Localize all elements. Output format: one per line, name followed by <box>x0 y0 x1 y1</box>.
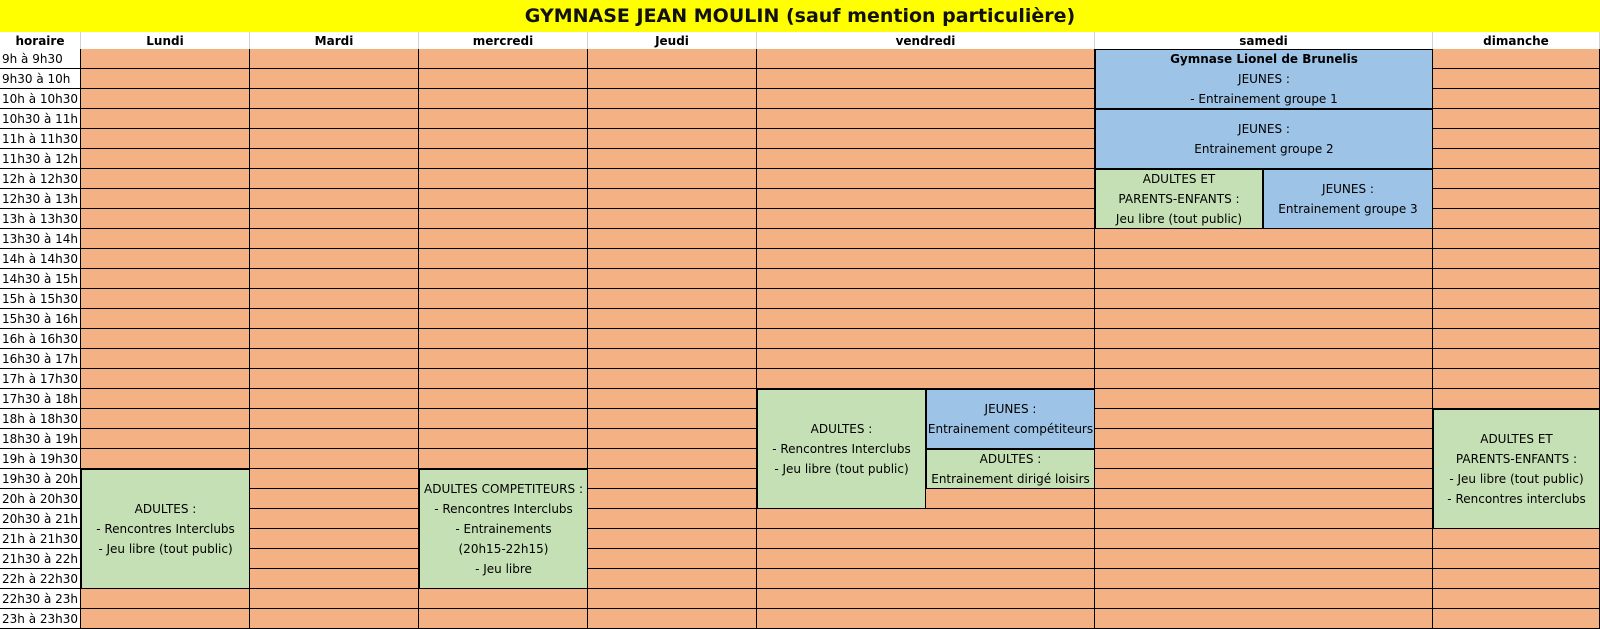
session-line: (20h15-22h15) <box>458 542 549 556</box>
schedule-slot <box>588 369 757 389</box>
schedule-slot <box>419 89 588 109</box>
schedule-slot <box>757 189 1095 209</box>
schedule-slot <box>250 349 419 369</box>
schedule-slot <box>81 389 250 409</box>
schedule-slot <box>588 489 757 509</box>
schedule-slot <box>757 329 1095 349</box>
schedule-slot <box>419 189 588 209</box>
schedule-slot <box>250 129 419 149</box>
schedule-slot <box>250 89 419 109</box>
time-label: 16h à 16h30 <box>0 329 81 349</box>
schedule-slot <box>1095 449 1433 469</box>
schedule-slot <box>250 429 419 449</box>
schedule-slot <box>588 529 757 549</box>
session-block-samedi-jeunes-groupe3 <box>1263 169 1433 229</box>
schedule-slot <box>419 609 588 629</box>
schedule-slot <box>250 449 419 469</box>
schedule-slot <box>81 429 250 449</box>
schedule-slot <box>757 149 1095 169</box>
schedule-slot <box>588 189 757 209</box>
session-line: - Rencontres Interclubs <box>434 502 573 516</box>
schedule-slot <box>81 209 250 229</box>
schedule-slot <box>1095 569 1433 589</box>
schedule-slot <box>250 189 419 209</box>
schedule-slot <box>419 109 588 129</box>
schedule-slot <box>1095 469 1433 489</box>
schedule-slot <box>1095 509 1433 529</box>
time-label: 20h à 20h30 <box>0 489 81 509</box>
schedule-slot <box>1095 309 1433 329</box>
schedule-slot <box>250 49 419 69</box>
schedule-slot <box>250 529 419 549</box>
schedule-slot <box>250 549 419 569</box>
time-label: 9h à 9h30 <box>0 49 81 69</box>
schedule-slot <box>757 529 1095 549</box>
session-line: ADULTES : <box>979 452 1042 466</box>
time-label: 20h30 à 21h <box>0 509 81 529</box>
schedule-slot <box>81 409 250 429</box>
schedule-slot <box>81 309 250 329</box>
schedule-slot <box>1433 189 1600 209</box>
time-label: 21h30 à 22h <box>0 549 81 569</box>
schedule-slot <box>757 609 1095 629</box>
schedule-slot <box>81 229 250 249</box>
time-label: 19h30 à 20h <box>0 469 81 489</box>
time-label: 13h à 13h30 <box>0 209 81 229</box>
schedule-slot <box>757 89 1095 109</box>
session-line: Gymnase Lionel de Brunelis <box>1170 52 1358 66</box>
schedule-slot <box>1095 609 1433 629</box>
schedule-slot <box>757 269 1095 289</box>
schedule-slot <box>250 489 419 509</box>
schedule-slot <box>419 269 588 289</box>
schedule-slot <box>250 569 419 589</box>
session-line: Entrainement groupe 2 <box>1194 142 1334 156</box>
schedule-slot <box>419 49 588 69</box>
schedule-slot <box>1095 289 1433 309</box>
schedule-slot <box>588 169 757 189</box>
session-line: - Rencontres Interclubs <box>772 442 911 456</box>
schedule-slot <box>588 309 757 329</box>
session-line: Jeu libre (tout public) <box>1115 212 1243 226</box>
session-block-lundi-adultes <box>81 469 250 589</box>
schedule-slot <box>1095 409 1433 429</box>
schedule-slot <box>1433 549 1600 569</box>
session-block-vendredi-jeunes-competiteurs <box>926 389 1095 449</box>
time-label: 23h à 23h30 <box>0 609 81 629</box>
schedule-slot <box>1433 249 1600 269</box>
time-label: 12h à 12h30 <box>0 169 81 189</box>
page-title: GYMNASE JEAN MOULIN (sauf mention particulière) <box>0 0 1600 32</box>
schedule-slot <box>1433 69 1600 89</box>
session-block-samedi-adultes-parents-enfants <box>1095 169 1263 229</box>
schedule-slot <box>588 349 757 369</box>
session-block-vendredi-adultes-loisirs <box>926 449 1095 489</box>
schedule-slot <box>588 509 757 529</box>
schedule-slot <box>1433 349 1600 369</box>
schedule-slot <box>757 129 1095 149</box>
schedule-slot <box>250 149 419 169</box>
schedule-slot <box>1095 329 1433 349</box>
schedule-slot <box>419 409 588 429</box>
schedule-slot <box>1433 209 1600 229</box>
time-label: 10h à 10h30 <box>0 89 81 109</box>
schedule-slot <box>250 329 419 349</box>
schedule-slot <box>250 169 419 189</box>
schedule-slot <box>757 209 1095 229</box>
schedule-slot <box>757 589 1095 609</box>
schedule-slot <box>419 229 588 249</box>
schedule-slot <box>1433 49 1600 69</box>
schedule-slot <box>250 369 419 389</box>
schedule-slot <box>1095 249 1433 269</box>
schedule-slot <box>250 209 419 229</box>
time-label: 22h à 22h30 <box>0 569 81 589</box>
header-horaire: horaire <box>0 32 81 49</box>
session-line: - Entrainements <box>455 522 552 536</box>
schedule-slot <box>81 269 250 289</box>
schedule-slot <box>1095 489 1433 509</box>
session-line: PARENTS-ENFANTS : <box>1118 192 1240 206</box>
schedule-slot <box>757 509 1095 529</box>
time-label: 14h30 à 15h <box>0 269 81 289</box>
schedule-slot <box>419 389 588 409</box>
schedule-slot <box>588 449 757 469</box>
schedule-slot <box>588 569 757 589</box>
session-line: Entrainement groupe 3 <box>1278 202 1418 216</box>
time-label: 14h à 14h30 <box>0 249 81 269</box>
session-line: JEUNES : <box>1238 122 1290 136</box>
schedule-slot <box>1433 149 1600 169</box>
session-line: ADULTES COMPETITEURS : <box>424 482 583 496</box>
schedule-slot <box>588 49 757 69</box>
session-block-samedi-jeunes-groupe2 <box>1095 109 1433 169</box>
session-line: - Rencontres interclubs <box>1447 492 1586 506</box>
session-line: ADULTES ET <box>1142 172 1216 186</box>
schedule-slot <box>81 109 250 129</box>
header-samedi: samedi <box>1095 32 1433 49</box>
session-line: - Entrainement groupe 1 <box>1190 92 1338 106</box>
time-label: 17h30 à 18h <box>0 389 81 409</box>
time-label: 13h30 à 14h <box>0 229 81 249</box>
schedule-slot <box>81 289 250 309</box>
session-block-samedi-jeunes-brunelis <box>1095 49 1433 109</box>
schedule-slot <box>1433 309 1600 329</box>
schedule-slot <box>419 69 588 89</box>
schedule-slot <box>81 149 250 169</box>
schedule-slot <box>757 229 1095 249</box>
session-line: - Jeu libre (tout public) <box>98 542 233 556</box>
schedule-slot <box>250 609 419 629</box>
schedule-slot <box>250 589 419 609</box>
schedule-slot <box>81 609 250 629</box>
session-line: Entrainement compétiteurs <box>927 422 1094 436</box>
schedule-slot <box>757 49 1095 69</box>
schedule-slot <box>757 309 1095 329</box>
schedule-slot <box>419 349 588 369</box>
header-vendredi: vendredi <box>757 32 1095 49</box>
schedule-slot <box>81 49 250 69</box>
schedule-slot <box>588 549 757 569</box>
schedule-slot <box>588 589 757 609</box>
schedule-slot <box>419 429 588 449</box>
schedule-slot <box>81 189 250 209</box>
schedule-slot <box>250 289 419 309</box>
schedule-slot <box>757 369 1095 389</box>
time-label: 21h à 21h30 <box>0 529 81 549</box>
schedule-slot <box>250 269 419 289</box>
schedule-slot <box>81 329 250 349</box>
schedule-slot <box>419 329 588 349</box>
session-line: - Rencontres Interclubs <box>96 522 235 536</box>
schedule-slot <box>757 109 1095 129</box>
schedule-slot <box>588 469 757 489</box>
session-block-vendredi-adultes-interclubs <box>757 389 926 509</box>
schedule-slot <box>588 69 757 89</box>
schedule-slot <box>1433 269 1600 289</box>
time-label: 15h30 à 16h <box>0 309 81 329</box>
time-label: 22h30 à 23h <box>0 589 81 609</box>
schedule-slot <box>419 449 588 469</box>
schedule-slot <box>588 209 757 229</box>
session-line: - Jeu libre <box>475 562 532 576</box>
schedule-slot <box>419 249 588 269</box>
schedule-slot <box>1095 589 1433 609</box>
schedule-slot <box>588 429 757 449</box>
schedule-slot <box>1095 369 1433 389</box>
schedule-slot <box>419 369 588 389</box>
schedule-slot <box>1095 389 1433 409</box>
schedule-slot <box>757 349 1095 369</box>
schedule-slot <box>1095 429 1433 449</box>
session-line: JEUNES : <box>1322 182 1374 196</box>
schedule-slot <box>1433 569 1600 589</box>
schedule-slot <box>757 569 1095 589</box>
schedule-slot <box>1433 129 1600 149</box>
time-label: 19h à 19h30 <box>0 449 81 469</box>
schedule-slot <box>757 249 1095 269</box>
session-block-mercredi-adultes-competiteurs <box>419 469 588 589</box>
schedule-slot <box>1433 169 1600 189</box>
schedule-slot <box>588 89 757 109</box>
schedule-slot <box>81 349 250 369</box>
header-jeudi: Jeudi <box>588 32 757 49</box>
session-line: ADULTES : <box>810 422 873 436</box>
schedule-slot <box>419 129 588 149</box>
schedule-slot <box>757 169 1095 189</box>
time-label: 16h30 à 17h <box>0 349 81 369</box>
schedule-slot <box>1433 389 1600 409</box>
schedule-slot <box>81 449 250 469</box>
schedule-slot <box>1433 529 1600 549</box>
schedule-slot <box>757 69 1095 89</box>
time-label: 18h à 18h30 <box>0 409 81 429</box>
schedule-slot <box>588 289 757 309</box>
schedule-slot <box>1433 609 1600 629</box>
schedule-slot <box>588 269 757 289</box>
schedule-slot <box>419 209 588 229</box>
schedule-slot <box>588 329 757 349</box>
header-mercredi: mercredi <box>419 32 588 49</box>
session-line: - Jeu libre (tout public) <box>1449 472 1584 486</box>
session-line: PARENTS-ENFANTS : <box>1455 452 1578 466</box>
schedule-slot <box>1433 109 1600 129</box>
schedule-slot <box>1433 229 1600 249</box>
session-line: ADULTES : <box>134 502 197 516</box>
time-label: 15h à 15h30 <box>0 289 81 309</box>
session-line: - Jeu libre (tout public) <box>774 462 909 476</box>
time-label: 18h30 à 19h <box>0 429 81 449</box>
schedule-slot <box>588 389 757 409</box>
schedule-slot <box>250 229 419 249</box>
schedule-slot <box>588 129 757 149</box>
time-label: 11h30 à 12h <box>0 149 81 169</box>
schedule-slot <box>757 289 1095 309</box>
schedule-slot <box>81 89 250 109</box>
schedule-slot <box>588 609 757 629</box>
schedule-slot <box>250 469 419 489</box>
schedule-slot <box>419 309 588 329</box>
schedule-slot <box>1095 549 1433 569</box>
header-dimanche: dimanche <box>1433 32 1600 49</box>
time-label: 12h30 à 13h <box>0 189 81 209</box>
schedule-slot <box>250 409 419 429</box>
schedule-slot <box>81 369 250 389</box>
header-lundi: Lundi <box>81 32 250 49</box>
session-block-dimanche-adultes-parents-enfants <box>1433 409 1600 529</box>
schedule-slot <box>1433 289 1600 309</box>
header-mardi: Mardi <box>250 32 419 49</box>
schedule-slot <box>1433 329 1600 349</box>
schedule-slot <box>250 249 419 269</box>
schedule-slot <box>588 109 757 129</box>
schedule-slot <box>588 149 757 169</box>
schedule-slot <box>1095 349 1433 369</box>
schedule-slot <box>419 589 588 609</box>
schedule-slot <box>81 249 250 269</box>
schedule-slot <box>81 589 250 609</box>
time-label: 17h à 17h30 <box>0 369 81 389</box>
schedule-slot <box>588 409 757 429</box>
schedule-slot <box>81 169 250 189</box>
time-label: 9h30 à 10h <box>0 69 81 89</box>
schedule-slot <box>757 549 1095 569</box>
session-line: ADULTES ET <box>1480 432 1553 446</box>
schedule-slot <box>250 109 419 129</box>
schedule-slot <box>1433 369 1600 389</box>
schedule-slot <box>1095 269 1433 289</box>
session-line: JEUNES : <box>1238 72 1290 86</box>
schedule-slot <box>588 229 757 249</box>
schedule-slot <box>250 509 419 529</box>
schedule-slot <box>419 289 588 309</box>
schedule-slot <box>250 309 419 329</box>
schedule-slot <box>588 249 757 269</box>
schedule-slot <box>1433 89 1600 109</box>
schedule-slot <box>1095 229 1433 249</box>
schedule-slot <box>81 129 250 149</box>
time-label: 11h à 11h30 <box>0 129 81 149</box>
schedule-slot <box>81 69 250 89</box>
schedule-slot <box>419 149 588 169</box>
schedule-slot <box>1095 529 1433 549</box>
schedule-slot <box>250 69 419 89</box>
schedule-slot <box>419 169 588 189</box>
schedule-slot <box>250 389 419 409</box>
session-line: JEUNES : <box>984 402 1037 416</box>
session-line: Entrainement dirigé loisirs <box>931 472 1090 486</box>
time-label: 10h30 à 11h <box>0 109 81 129</box>
schedule-slot <box>1433 589 1600 609</box>
